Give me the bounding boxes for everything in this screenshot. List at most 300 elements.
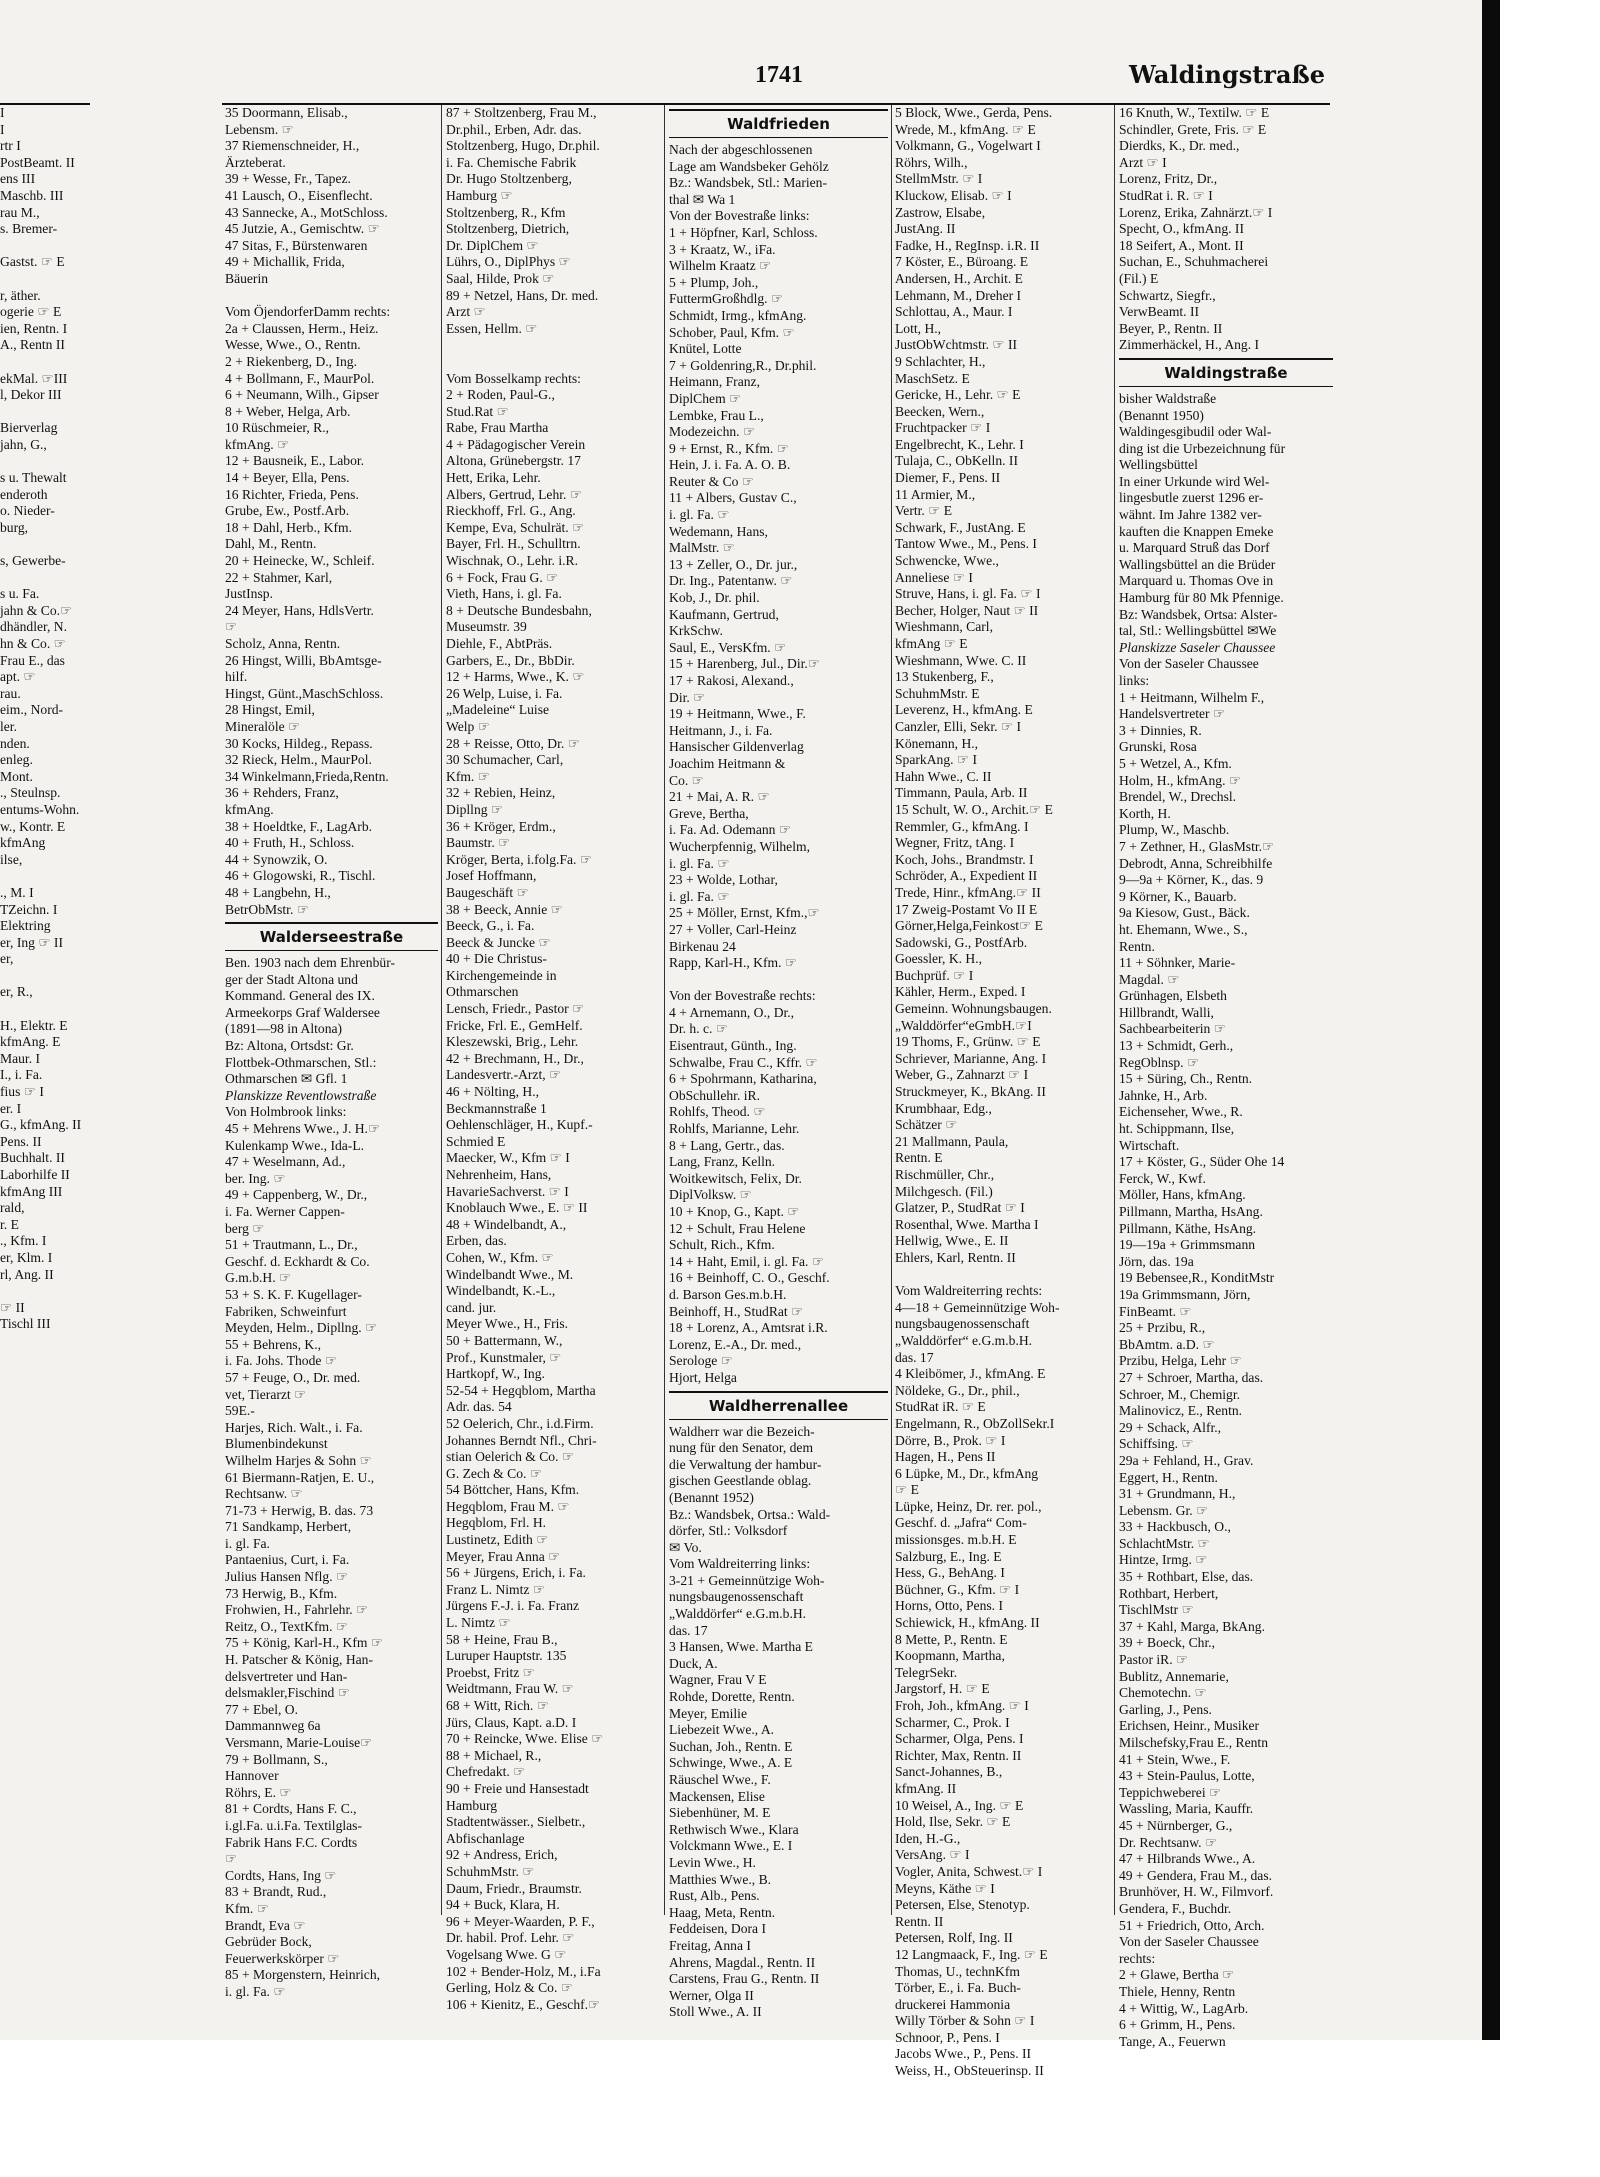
directory-entry: Wrede, M., kfmAng. ☞ E [895, 121, 1036, 137]
directory-entry: Rohlfs, Theod. ☞ [669, 1104, 766, 1120]
directory-entry: Buchprüf. ☞ I [895, 967, 974, 983]
directory-entry: Kob, J., Dr. phil. [669, 590, 760, 606]
directory-entry: Knütel, Lotte [669, 341, 742, 357]
directory-entry: 11 Armier, M., [895, 486, 976, 502]
directory-entry: Pastor iR. ☞ [1119, 1652, 1189, 1668]
directory-entry: Kähler, Herm., Exped. I [895, 984, 1026, 1000]
directory-entry: Ahrens, Magdal., Rentn. II [669, 1954, 816, 1970]
directory-entry: Von der Bovestraße links: [669, 208, 810, 224]
directory-entry: 44 + Synowzik, O. [225, 851, 328, 867]
directory-entry: 7 Köster, E., Büroang. E [895, 254, 1029, 270]
directory-entry: TischlMstr ☞ [1119, 1602, 1194, 1618]
directory-column-3 [669, 105, 888, 2021]
directory-entry: Tulaja, C., ObKelln. II [895, 453, 1018, 469]
directory-entry: Richter, Max, Rentn. II [895, 1747, 1022, 1763]
directory-entry: druckerei Hammonia [895, 1996, 1011, 2012]
directory-entry: Lorenz, Erika, Zahnärzt.☞ I [1119, 204, 1273, 220]
directory-entry: Rentn. E [895, 1150, 943, 1166]
directory-entry: Schwinge, Wwe., A. E [669, 1755, 793, 1771]
directory-entry: 13 Stukenberg, F., [895, 669, 994, 685]
directory-entry: ☞ [225, 619, 238, 635]
directory-entry: Kulenkamp Wwe., Ida-L. [225, 1137, 365, 1153]
directory-entry: 79 + Bollmann, S., [225, 1751, 328, 1767]
directory-entry: Debrodt, Anna, Schreibhilfe [1119, 855, 1273, 871]
directory-entry: 75 + König, Karl-H., Kfm ☞ [225, 1635, 384, 1651]
directory-entry: Schwartz, Siegfr., [1119, 287, 1216, 303]
directory-entry: ber. Ing. ☞ [225, 1170, 286, 1186]
directory-entry: 45 + Mehrens Wwe., J. H.☞ [225, 1121, 381, 1137]
directory-entry: Thiele, Henny, Rentn [1119, 1983, 1236, 1999]
directory-entry: Dammannweg 6a [225, 1718, 321, 1734]
directory-entry: Engelbrecht, K., Lehr. I [895, 436, 1024, 452]
directory-entry: Teppichweberei ☞ [1119, 1784, 1222, 1800]
directory-entry: Törber, E., i. Fa. Buch- [895, 1980, 1021, 1996]
directory-entry: Nach der abgeschlossenen [669, 142, 813, 157]
directory-entry: Beeck, G., i. Fa. [446, 918, 535, 934]
directory-entry: MalMstr. ☞ [669, 540, 735, 556]
directory-entry: Schroer, M., Chemigr. [1119, 1386, 1241, 1402]
directory-entry: Maur. I [0, 1050, 41, 1066]
directory-entry [895, 1267, 1111, 1284]
directory-entry: Jargstorf, H. ☞ E [895, 1681, 990, 1697]
directory-entry: 6 + Spohrmann, Katharina, [669, 1071, 817, 1087]
directory-entry: Cordts, Hans, Ing ☞ [225, 1867, 337, 1883]
directory-entry: 33 + Hackbusch, O., [1119, 1519, 1231, 1535]
directory-entry: Weber, G., Zahnarzt ☞ I [895, 1067, 1029, 1083]
directory-entry: Rischmüller, Chr., [895, 1167, 995, 1182]
directory-entry: 37 + Kahl, Marga, BkAng. [1119, 1618, 1265, 1634]
directory-entry: BbAmtm. a.D. ☞ [1119, 1336, 1215, 1352]
directory-entry: Welp ☞ [446, 718, 490, 734]
directory-entry: StudRat iR. ☞ E [895, 1399, 986, 1415]
directory-entry: Wellingsbüttel [1119, 457, 1198, 473]
directory-entry: Rust, Alb., Pens. [669, 1888, 760, 1904]
directory-entry: ., M. I [0, 884, 34, 900]
directory-entry: Rieckhoff, Frl. G., Ang. [446, 503, 576, 519]
directory-entry: gischen Geestlande oblag. [669, 1473, 812, 1489]
directory-entry: (Benannt 1952) [669, 1489, 754, 1505]
directory-entry: 5 + Wetzel, A., Kfm. [1119, 755, 1232, 771]
directory-entry: Engelmann, R., ObZollSekr.I [895, 1415, 1055, 1431]
directory-entry: Andersen, H., Archit. E [895, 270, 1023, 286]
directory-entry: SparkAng. ☞ I [895, 752, 978, 768]
directory-entry: 34 Winkelmann,Frieda,Rentn. [225, 768, 389, 784]
directory-entry: Siebenhüner, M. E [669, 1805, 771, 1821]
directory-entry: Horns, Otto, Pens. I [895, 1598, 1003, 1614]
directory-entry: Struve, Hans, i. gl. Fa. ☞ I [895, 586, 1041, 602]
directory-entry: r, äther. [0, 287, 41, 303]
directory-entry: Holm, H., kfmAng. ☞ [1119, 772, 1242, 788]
directory-entry: Diemer, F., Pens. II [895, 470, 1001, 486]
directory-entry: Gerling, Holz & Co. ☞ [446, 1980, 573, 1996]
directory-entry: 28 Hingst, Emil, [225, 702, 315, 718]
directory-entry: Heimann, Franz, [669, 374, 760, 390]
directory-entry: rl, Ang. II [0, 1266, 54, 1282]
directory-entry: Volkmann, G., Vogelwart I [895, 138, 1041, 154]
directory-entry: Kaufmann, Gertrud, [669, 606, 779, 622]
directory-entry: Anneliese ☞ I [895, 569, 973, 585]
directory-entry: Bz: Wandsbek, Ortsa: Alster- [1119, 606, 1278, 622]
directory-entry: Lang, Franz, Kelln. [669, 1154, 776, 1170]
directory-entry: Mont. [0, 768, 33, 784]
directory-entry: 96 + Meyer-Waarden, P. F., [446, 1913, 595, 1929]
directory-entry: 70 + Reincke, Wwe. Elise ☞ [446, 1731, 604, 1747]
directory-entry: 39 + Wesse, Fr., Tapez. [225, 171, 351, 187]
directory-entry: I [0, 121, 5, 137]
directory-entry: Grunski, Rosa [1119, 739, 1197, 755]
directory-entry: 51 + Friedrich, Otto, Arch. [1119, 1917, 1265, 1933]
directory-entry: „Madeleine“ Luise [446, 702, 550, 718]
directory-entry: Schwark, F., JustAng. E [895, 519, 1026, 535]
directory-entry: ☞ E [895, 1482, 919, 1498]
directory-entry: RegOblnsp. ☞ [1119, 1054, 1200, 1070]
directory-entry: hilf. [225, 669, 248, 685]
street-heading: Walderseestraße [225, 922, 438, 951]
directory-entry: fius ☞ I [0, 1084, 44, 1100]
directory-entry: Jürs, Claus, Kapt. a.D. I [446, 1714, 577, 1730]
directory-entry: 27 + Voller, Carl-Heinz [669, 921, 797, 937]
directory-entry: 16 Richter, Frieda, Pens. [225, 486, 359, 502]
directory-entry: u. Marquard Struß das Dorf [1119, 540, 1270, 556]
directory-entry: kfmAng III [0, 1183, 63, 1199]
directory-entry: vet, Tierarzt ☞ [225, 1386, 307, 1402]
directory-entry: 4 + Pädagogischer Verein [446, 436, 586, 452]
directory-entry: VerwBeamt. II [1119, 304, 1200, 320]
directory-entry: ding ist die Urbezeichnung für [1119, 440, 1286, 456]
directory-entry: nung für den Senator, dem [669, 1440, 814, 1456]
directory-entry: Dr. h. c. ☞ [669, 1021, 729, 1037]
directory-entry: Salzburg, E., Ing. E [895, 1548, 1002, 1564]
directory-entry: 90 + Freie und Hansestadt [446, 1780, 589, 1796]
directory-entry: Modezeichn. ☞ [669, 424, 756, 440]
directory-entry: Wucherpfennig, Wilhelm, [669, 838, 810, 854]
directory-entry: 19—19a + Grimmsmann [1119, 1237, 1256, 1253]
directory-entry: 12 + Schult, Frau Helene [669, 1220, 806, 1236]
directory-entry: ht. Schippmann, Ilse, [1119, 1121, 1235, 1137]
directory-entry: 43 + Stein-Paulus, Lotte, [1119, 1768, 1255, 1784]
directory-entry: dhändler, N. [0, 619, 68, 635]
directory-entry: Wieshmann, Wwe. C. II [895, 652, 1027, 668]
directory-entry: Bublitz, Annemarie, [1119, 1668, 1229, 1684]
directory-entry: Jürgens F.-J. i. Fa. Franz [446, 1598, 580, 1614]
directory-entry: Kfm. ☞ [446, 768, 490, 784]
directory-entry: Wischnak, O., Lehr. i.R. [446, 553, 578, 569]
directory-entry: 22 + Stahmer, Karl, [225, 569, 333, 585]
directory-entry [446, 354, 661, 371]
directory-entry: 29 + Schack, Alfr., [1119, 1419, 1222, 1435]
directory-entry: Hagen, H., Pens II [895, 1449, 996, 1465]
directory-entry: Kempe, Eva, Schulrät. ☞ [446, 519, 585, 535]
directory-entry: Kleszewski, Brig., Lehr. [446, 1034, 579, 1050]
directory-entry: Hamburg ☞ [446, 187, 513, 203]
directory-entry: das. 17 [895, 1349, 934, 1365]
directory-entry: Eggert, H., Rentn. [1119, 1469, 1218, 1485]
directory-entry: Jahnke, H., Arb. [1119, 1087, 1208, 1103]
directory-entry: Feddeisen, Dora I [669, 1921, 767, 1937]
directory-entry: Nöldeke, G., Dr., phil., [895, 1382, 1020, 1398]
directory-entry: 16 Knuth, W., Textilw. ☞ E [1119, 105, 1270, 120]
directory-entry: Von der Saseler Chaussee [1119, 1934, 1259, 1950]
directory-entry: I., i. Fa. [0, 1067, 43, 1083]
directory-entry: 25 + Przibu, R., [1119, 1320, 1206, 1336]
directory-entry: i. gl. Fa. [225, 1535, 270, 1551]
directory-entry: 40 + Die Christus- [446, 951, 547, 967]
directory-entry: Weidtmann, Frau W. ☞ [446, 1681, 574, 1697]
directory-entry: Luruper Hauptstr. 135 [446, 1648, 567, 1664]
column-divider [664, 105, 665, 1915]
directory-entry: 18 + Dahl, Herb., Kfm. [225, 519, 352, 535]
directory-entry: 4 + Arnemann, O., Dr., [669, 1004, 795, 1020]
directory-entry: Tantow Wwe., M., Pens. I [895, 536, 1037, 552]
directory-entry: Scharmer, Olga, Pens. I [895, 1731, 1024, 1747]
directory-entry: thal ✉ Wa 1 [669, 191, 736, 207]
directory-entry: Fadke, H., RegInsp. i.R. II [895, 237, 1040, 253]
directory-entry: 9—9a + Körner, K., das. 9 [1119, 872, 1264, 888]
directory-entry: ., Steulnsp. [0, 785, 61, 801]
directory-entry: Pens. II [0, 1133, 42, 1149]
directory-entry: 59E.- [225, 1403, 255, 1419]
directory-entry: StellmMstr. ☞ I [895, 171, 983, 187]
directory-entry: 19a Grimmsmann, Jörn, [1119, 1286, 1251, 1302]
directory-entry: A., Rentn II [0, 337, 65, 353]
directory-entry: 19 Thoms, F., Grünw. ☞ E [895, 1034, 1041, 1050]
directory-entry: Brandt, Eva ☞ [225, 1917, 306, 1933]
directory-entry: Waldingesgibudil oder Wal- [1119, 424, 1272, 440]
directory-entry: Elektring [0, 918, 51, 934]
column-divider [441, 105, 442, 1915]
directory-entry: Vertr. ☞ E [895, 503, 953, 519]
directory-entry: In einer Urkunde wird Wel- [1119, 473, 1270, 489]
directory-entry: Lebensm. ☞ [225, 121, 294, 137]
directory-entry: Marquard u. Thomas Ove in [1119, 573, 1274, 589]
directory-entry: Abfischanlage [446, 1830, 525, 1846]
directory-entry: nden. [0, 735, 30, 751]
directory-entry: 51 + Trautmann, L., Dr., [225, 1237, 358, 1253]
directory-entry: 16 + Beinhoff, C. O., Geschf. [669, 1270, 830, 1286]
directory-entry: Dr. Hugo Stoltzenberg, [446, 171, 572, 187]
directory-entry: Becher, Holger, Naut ☞ II [895, 602, 1039, 618]
directory-entry: Knoblauch Wwe., E. ☞ II [446, 1200, 588, 1216]
directory-entry: 47 Sitas, F., Bürstenwaren [225, 237, 368, 253]
directory-entry: 71 Sandkamp, Herbert, [225, 1519, 352, 1535]
directory-entry: JustAng. II [895, 221, 956, 237]
directory-entry: i. gl. Fa. ☞ [669, 507, 730, 523]
directory-entry: Vom Waldreiterring rechts: [895, 1283, 1043, 1299]
directory-entry: „Walddörfer“eGmbH.☞I [895, 1017, 1032, 1033]
directory-entry: Josef Hoffmann, [446, 868, 537, 884]
directory-entry: Suchan, Joh., Rentn. E [669, 1738, 793, 1754]
directory-entry: Sadowski, G., PostfArb. [895, 934, 1028, 950]
directory-entry: Carstens, Frau G., Rentn. II [669, 1971, 820, 1987]
directory-entry: 7 + Zethner, H., GlasMstr.☞ [1119, 838, 1275, 854]
directory-entry: Koch, Johs., Brandmstr. I [895, 851, 1034, 867]
directory-entry: o. Nieder- [0, 503, 55, 519]
directory-entry: (Benannt 1950) [1119, 407, 1204, 423]
directory-entry: Duck, A. [669, 1655, 718, 1671]
directory-entry: 8 Mette, P., Rentn. E [895, 1631, 1008, 1647]
directory-entry: Vogelsang Wwe. G ☞ [446, 1946, 567, 1962]
directory-entry: Erben, das. [446, 1233, 507, 1249]
directory-entry: er. I [0, 1100, 22, 1116]
directory-entry: 12 Langmaack, F., Ing. ☞ E [895, 1946, 1048, 1962]
directory-entry: 17 Zweig-Postamt Vo II E [895, 901, 1038, 917]
directory-entry: Lorenz, Fritz, Dr., [1119, 171, 1218, 187]
directory-entry: links: [1119, 673, 1150, 688]
directory-entry: Glatzer, P., StudRat ☞ I [895, 1200, 1025, 1216]
directory-entry: s u. Thewalt [0, 470, 67, 486]
running-head: Waldingstraße [1129, 60, 1325, 89]
directory-entry [0, 404, 90, 421]
directory-entry: Beyer, P., Rentn. II [1119, 320, 1223, 336]
directory-entry: 18 Seifert, A., Mont. II [1119, 237, 1244, 253]
directory-entry: Bäuerin [225, 270, 269, 286]
directory-entry: 14 + Haht, Emil, i. gl. Fa. ☞ [669, 1253, 825, 1269]
directory-entry: Petersen, Rolf, Ing. II [895, 1930, 1013, 1946]
directory-entry: (1891—98 in Altona) [225, 1021, 343, 1037]
directory-entry: 4 Kleibömer, J., kfmAng. E [895, 1366, 1046, 1382]
directory-entry: Harjes, Rich. Walt., i. Fa. [225, 1419, 363, 1435]
directory-entry: 49 + Gendera, Frau M., das. [1119, 1867, 1273, 1883]
directory-entry: 9 Körner, K., Bauarb. [1119, 888, 1237, 904]
directory-entry: Vogler, Anita, Schwest.☞ I [895, 1863, 1043, 1879]
directory-entry: Remmler, G., kfmAng. I [895, 818, 1029, 834]
directory-entry: 71-73 + Herwig, B. das. 73 [225, 1502, 374, 1518]
directory-entry: 31 + Grundmann, H., [1119, 1486, 1236, 1502]
directory-entry: berg ☞ [225, 1220, 265, 1236]
directory-entry: H., Elektr. E [0, 1017, 68, 1033]
directory-entry: rtr I [0, 138, 21, 154]
directory-entry: 102 + Bender-Holz, M., i.Fa [446, 1963, 601, 1979]
directory-entry: 106 + Kienitz, E., Geschf.☞ [446, 1996, 601, 2012]
directory-entry: 48 + Langbehn, H., [225, 884, 331, 900]
directory-entry: Pillmann, Käthe, HsAng. [1119, 1220, 1257, 1236]
directory-entry: DiplChem ☞ [669, 390, 742, 406]
directory-entry: 13 + Schmidt, Gerh., [1119, 1038, 1234, 1054]
directory-entry: 61 Biermann-Ratjen, E. U., [225, 1469, 375, 1485]
directory-entry: 11 + Söhnker, Marie- [1119, 955, 1236, 971]
directory-entry: 94 + Buck, Klara, H. [446, 1897, 560, 1913]
directory-entry: enderoth [0, 486, 48, 502]
directory-entry: 10 + Knop, G., Kapt. ☞ [669, 1204, 800, 1219]
directory-entry: 10 Weisel, A., Ing. ☞ E [895, 1797, 1024, 1813]
directory-entry: Dr. Ing., Patentanw. ☞ [669, 573, 793, 589]
column-divider [891, 105, 892, 1915]
directory-entry: ht. Ehemann, Wwe., S., [1119, 921, 1248, 937]
directory-entry: Flottbek-Othmarschen, Stl.: [225, 1054, 377, 1070]
directory-entry: Stud.Rat ☞ [446, 403, 509, 419]
directory-entry: Hein, J. i. Fa. A. O. B. [669, 457, 791, 473]
directory-entry: Milschefsky,Frau E., Rentn [1119, 1735, 1269, 1750]
directory-entry: Lührs, O., DiplPhys ☞ [446, 254, 571, 270]
directory-entry: 17 + Köster, G., Süder Ohe 14 [1119, 1154, 1285, 1170]
directory-entry: missionsges. m.b.H. E [895, 1532, 1017, 1548]
directory-entry: 8 + Lang, Gertr., das. [669, 1137, 785, 1153]
directory-entry: Hannover [225, 1768, 279, 1784]
directory-entry: 50 + Battermann, W., [446, 1332, 563, 1348]
directory-entry: Grube, Ew., Postf.Arb. [225, 503, 350, 519]
directory-entry: Zastrow, Elsabe, [895, 204, 986, 220]
directory-entry: Vom Bosselkamp rechts: [446, 370, 581, 386]
directory-entry: Beinhoff, H., StudRat ☞ [669, 1303, 804, 1319]
directory-entry: Diehle, F., AbtPräs. [446, 636, 553, 651]
directory-entry: Maschb. III [0, 187, 64, 203]
directory-entry: Canzler, Elli, Sekr. ☞ I [895, 718, 1022, 734]
directory-entry: Schiffsing. ☞ [1119, 1436, 1194, 1452]
directory-entry: Dr. Rechtsanw. ☞ [1119, 1834, 1218, 1850]
directory-entry: 30 Kocks, Hildeg., Repass. [225, 735, 373, 751]
directory-entry: Hett, Erika, Lehr. [446, 470, 541, 486]
directory-entry: Schmidt, Irmg., kfmAng. [669, 307, 807, 323]
column-divider [1114, 105, 1115, 1915]
directory-entry: i. Fa. Chemische Fabrik [446, 154, 577, 170]
directory-entry: hn & Co. ☞ [0, 636, 66, 651]
directory-entry: DiplVolksw. ☞ [669, 1187, 752, 1203]
directory-entry: Tischl III [0, 1316, 51, 1332]
directory-entry: entums-Wohn. [0, 801, 80, 817]
directory-entry: 36 + Rehders, Franz, [225, 785, 339, 801]
directory-entry: delsvertreter und Han- [225, 1668, 348, 1684]
directory-entry: Zimmerhäckel, H., Ang. I [1119, 337, 1260, 353]
directory-entry: 48 + Windelbandt, A., [446, 1216, 567, 1232]
directory-entry: 18 + Lorenz, A., Amtsrat i.R. [669, 1320, 828, 1336]
directory-entry: Vieth, Hans, i. gl. Fa. [446, 586, 562, 602]
directory-column-4 [895, 105, 1111, 2080]
directory-entry: Essen, Hellm. ☞ [446, 320, 538, 336]
directory-entry: 14 + Beyer, Ella, Pens. [225, 470, 350, 486]
directory-entry: Lebensm. Gr. ☞ [1119, 1502, 1209, 1518]
directory-entry: 11 + Albers, Gustav C., [669, 490, 797, 506]
directory-entry: Geschf. d. Eckhardt & Co. [225, 1253, 370, 1269]
directory-entry: Buchhalt. II [0, 1150, 65, 1166]
directory-entry: Heitmann, J., i. Fa. [669, 722, 773, 738]
directory-entry: 88 + Michael, R., [446, 1747, 542, 1763]
directory-entry: Milchgesch. (Fil.) [895, 1183, 993, 1199]
directory-entry: Volckmann Wwe., E. I [669, 1838, 793, 1854]
directory-entry: ger der Stadt Altona und [225, 971, 358, 987]
directory-entry: Wirtschaft. [1119, 1137, 1180, 1153]
directory-entry: 52-54 + Hegqblom, Martha [446, 1382, 596, 1398]
directory-entry: Möller, Hans, kfmAng. [1119, 1187, 1246, 1203]
directory-entry: Plump, W., Maschb. [1119, 822, 1230, 838]
directory-entry: Ferck, W., Kwf. [1119, 1170, 1206, 1186]
directory-entry: enleg. [0, 752, 33, 768]
directory-entry: Matthies Wwe., B. [669, 1871, 772, 1887]
directory-entry: Frohwien, H., Fahrlehr. ☞ [225, 1602, 369, 1618]
directory-entry: Kfm. ☞ [225, 1900, 269, 1916]
directory-entry: „Walddörfer“ e.G.m.b.H. [669, 1606, 807, 1622]
directory-entry: Iden, H.-G., [895, 1830, 961, 1846]
directory-entry: Othmarschen [446, 984, 519, 1000]
directory-entry: Von der Saseler Chaussee [1119, 656, 1259, 672]
directory-column-1 [225, 105, 438, 2001]
directory-entry: burg, [0, 519, 29, 535]
directory-entry [0, 536, 90, 553]
directory-entry: 92 + Andress, Erich, [446, 1847, 558, 1863]
street-heading: Waldfrieden [669, 109, 888, 138]
directory-entry: Reitz, O., TextKfm. ☞ [225, 1618, 349, 1634]
directory-entry: 2 + Riekenberg, D., Ing. [225, 353, 358, 369]
directory-entry: Hold, Ilse, Sekr. ☞ E [895, 1814, 1011, 1830]
directory-entry: BetrObMstr. ☞ [225, 901, 309, 917]
directory-entry: Versmann, Marie-Louise☞ [225, 1735, 373, 1750]
directory-entry: Saal, Hilde, Prok ☞ [446, 270, 555, 286]
directory-entry: 15 Schult, W. O., Archit.☞ E [895, 801, 1053, 817]
directory-entry: Lensch, Friedr., Pastor ☞ [446, 1001, 585, 1017]
directory-entry: Malinovicz, E., Rentn. [1119, 1403, 1243, 1419]
directory-entry: kfmAng. ☞ [225, 436, 290, 452]
directory-entry [0, 354, 90, 371]
directory-entry: Ben. 1903 nach dem Ehrenbür- [225, 955, 395, 971]
